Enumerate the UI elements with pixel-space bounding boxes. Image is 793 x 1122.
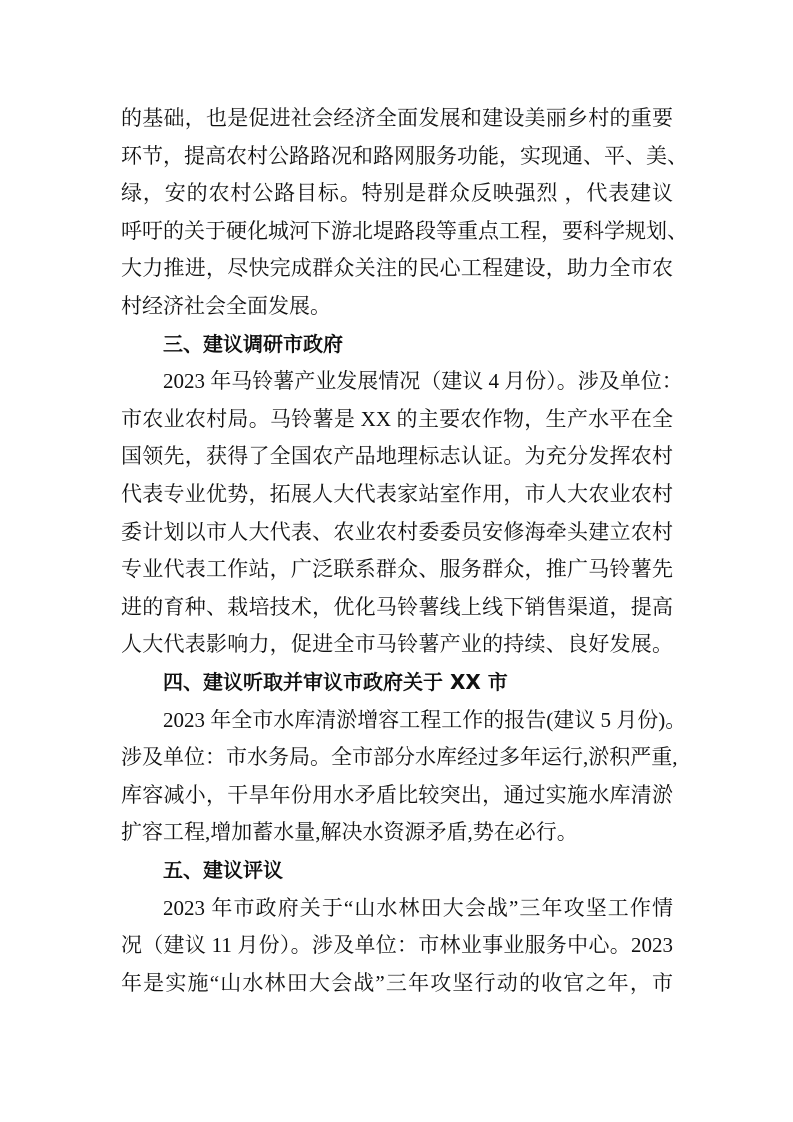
body-text-line: 进的育种、栽培技术，优化马铃薯线上线下销售渠道，提高	[121, 594, 673, 619]
body-text-line: 况（建议 11 月份）。涉及单位：市林业事业服务中心。2023	[121, 933, 673, 958]
body-text-line: 涉及单位：市水务局。全市部分水库经过多年运行,淤积严重,	[121, 745, 678, 770]
body-text-line: 市农业农村局。马铃薯是 XX 的主要农作物，生产水平在全	[121, 406, 673, 431]
body-text-line: 扩容工程,增加蓄水量,解决水资源矛盾,势在必行。	[121, 820, 578, 845]
body-text-line: 村经济社会全面发展。	[121, 294, 331, 318]
body-text-line: 大力推进，尽快完成群众关注的民心工程建设，助力全市农	[121, 256, 673, 281]
body-text-line: 代表专业优势，拓展人大代表家站室作用，市人大农业农村	[121, 482, 673, 506]
section-heading: 四、建议听取并审议市政府关于 XX 市	[163, 670, 508, 694]
body-text-line: 年是实施“山水林田大会战”三年攻坚行动的收官之年，市	[121, 970, 673, 995]
section-heading: 三、建议调研市政府	[163, 331, 343, 356]
body-text-line: 的基础，也是促进社会经济全面发展和建设美丽乡村的重要	[121, 106, 673, 130]
section-heading: 五、建议评议	[163, 858, 283, 882]
body-text-line: 人大代表影响力，促进全市马铃薯产业的持续、良好发展。	[121, 632, 673, 657]
body-text-line: 专业代表工作站，广泛联系群众、服务群众，推广马铃薯先	[121, 557, 673, 582]
body-text-line: 国领先，获得了全国农产品地理标志认证。为充分发挥农村	[121, 444, 673, 469]
body-text-line: 环节，提高农村公路路况和路网服务功能，实现通、平、美、	[121, 143, 688, 168]
body-text-line: 2023 年市政府关于“山水林田大会战”三年攻坚工作情	[163, 895, 673, 920]
body-text-line: 呼吁的关于硬化城河下游北堤路段等重点工程，要科学规划、	[121, 218, 688, 243]
body-text-line: 绿，安的农村公路目标。特别是群众反映强烈 ，代表建议	[121, 181, 673, 206]
body-text-line: 库容减小，干旱年份用水矛盾比较突出，通过实施水库清淤	[121, 782, 673, 807]
body-text-line: 2023 年马铃薯产业发展情况（建议 4 月份）。涉及单位：	[163, 369, 683, 394]
body-text-line: 委计划以市人大代表、农业农村委委员安修海牵头建立农村	[121, 519, 673, 544]
body-text-line: 2023 年全市水库清淤增容工程工作的报告(建议 5 月份)。	[163, 707, 687, 732]
